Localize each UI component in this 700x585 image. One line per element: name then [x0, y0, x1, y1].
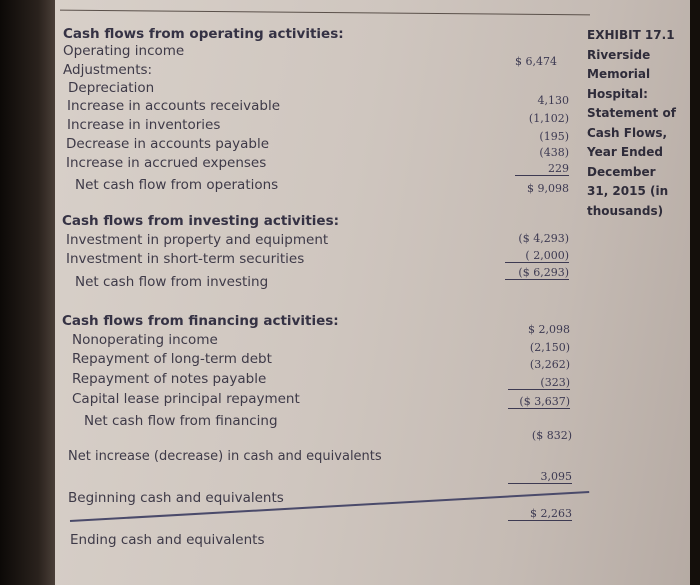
operating-income-value: $ 6,474 — [515, 55, 557, 68]
net-operating-value: $ 9,098 — [527, 182, 569, 195]
net-financing-label: Net cash flow from financing — [84, 413, 278, 429]
notes-label: Repayment of notes payable — [72, 371, 267, 387]
depreciation-label: Depreciation — [68, 80, 155, 96]
exhibit-line: 31, 2015 (in — [587, 184, 669, 198]
operating-income-label: Operating income — [63, 43, 185, 59]
beginning-label: Beginning cash and equivalents — [68, 490, 284, 506]
notes-value: (3,262) — [529, 358, 570, 371]
securities-label: Investment in short-term securities — [66, 251, 305, 267]
net-financing-value: ($ 3,637) — [508, 395, 570, 409]
accrued-value: 229 — [515, 162, 569, 176]
ending-label: Ending cash and equivalents — [70, 532, 265, 548]
depreciation-value: 4,130 — [537, 94, 569, 107]
property-label: Investment in property and equipment — [66, 232, 329, 248]
payable-label: Decrease in accounts payable — [66, 136, 270, 152]
net-investing-label: Net cash flow from investing — [75, 274, 269, 290]
exhibit-line: Year Ended — [587, 145, 663, 159]
securities-value: ( 2,000) — [505, 249, 569, 263]
net-change-value: ($ 832) — [531, 429, 572, 442]
net-investing-value: ($ 6,293) — [505, 266, 569, 280]
receivable-label: Increase in accounts receivable — [67, 98, 281, 114]
debt-value: (2,150) — [529, 341, 570, 354]
property-value: ($ 4,293) — [518, 232, 569, 245]
lease-value: (323) — [508, 376, 570, 390]
payable-value: (438) — [539, 146, 569, 159]
exhibit-line: Cash Flows, — [587, 125, 668, 140]
exhibit-line: Hospital: — [587, 86, 648, 101]
adjustments-label: Adjustments: — [63, 62, 153, 78]
lease-label: Capital lease principal repayment — [72, 391, 300, 407]
exhibit-line: Riverside — [587, 47, 651, 62]
financing-header: Cash flows from financing activities: — [62, 313, 339, 329]
nonoperating-value: $ 2,098 — [528, 323, 570, 336]
operating-header: Cash flows from operating activities: — [63, 26, 344, 42]
exhibit-line: Statement of — [587, 106, 676, 120]
inventories-label: Increase in inventories — [67, 117, 221, 133]
accrued-label: Increase in accrued expenses — [66, 155, 267, 171]
exhibit-line: thousands) — [587, 203, 664, 218]
net-operating-label: Net cash flow from operations — [75, 177, 279, 193]
inventories-value: (195) — [539, 130, 569, 143]
debt-label: Repayment of long-term debt — [72, 351, 272, 367]
exhibit-line: Memorial — [587, 67, 651, 81]
exhibit-line: December — [587, 164, 656, 179]
beginning-value: 3,095 — [508, 470, 572, 484]
investing-header: Cash flows from investing activities: — [62, 213, 340, 229]
ending-value: $ 2,263 — [508, 507, 572, 521]
receivable-value: (1,102) — [528, 112, 569, 125]
nonoperating-label: Nonoperating income — [72, 332, 218, 348]
exhibit-line: EXHIBIT 17.1 — [587, 28, 675, 42]
net-change-label: Net increase (decrease) in cash and equivalents — [68, 449, 382, 464]
page-shadow — [0, 0, 55, 585]
exhibit-caption — [587, 26, 676, 221]
